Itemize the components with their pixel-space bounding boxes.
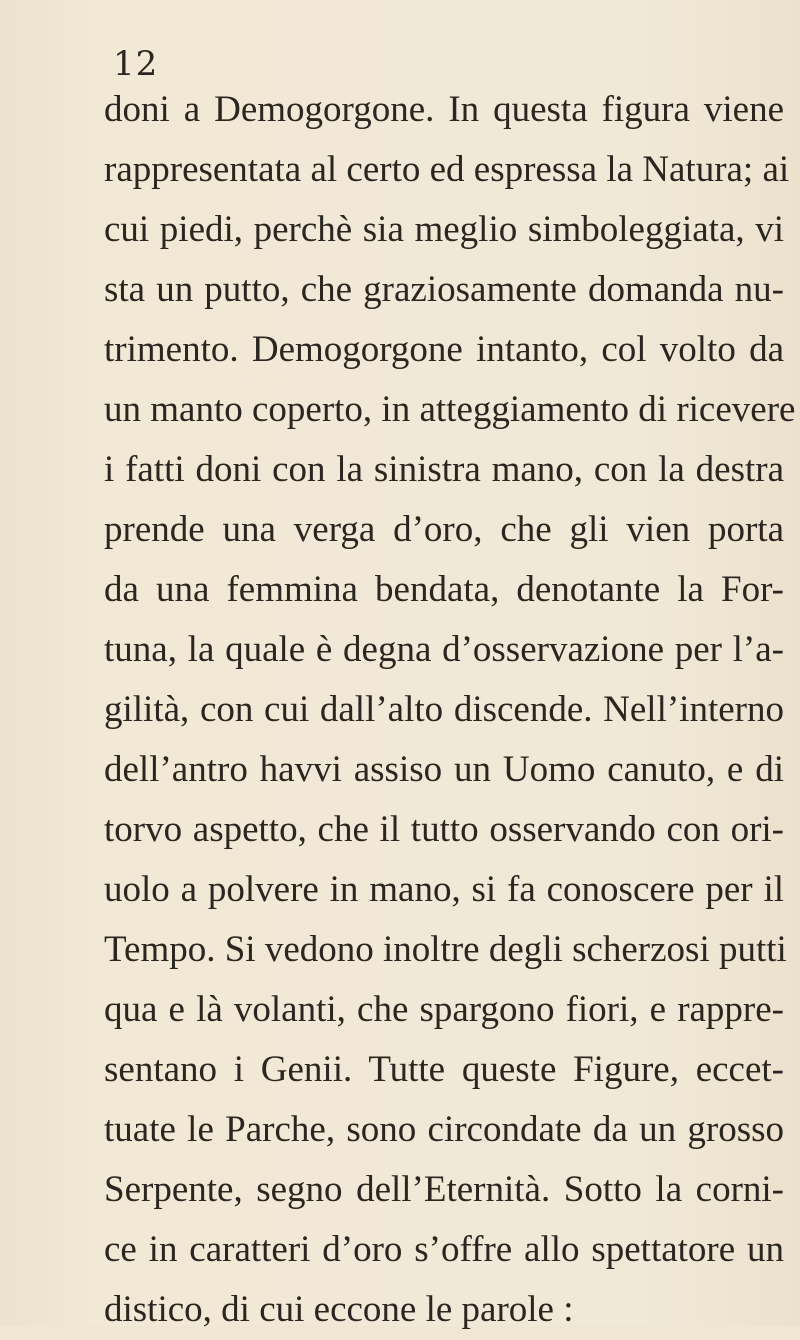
body-text — [104, 80, 796, 1340]
text-line: i fatti doni con la sinistra mano, con la destra — [104, 449, 784, 490]
text-line: sentano i Genii. Tutte queste Figure, eccet- — [104, 1049, 784, 1090]
text-line: dell’antro havvi assiso un Uomo canuto, e di — [104, 749, 784, 790]
text-line: Tempo. Si vedono inoltre degli scherzosi putti — [104, 929, 787, 970]
page-number: 12 — [113, 44, 159, 84]
text-line: tuate le Parche, sono circondate da un grosso — [104, 1109, 784, 1150]
text-line: sta un putto, che graziosamente domanda nu- — [104, 269, 784, 310]
text-line: torvo aspetto, che il tutto osservando con ori- — [104, 809, 784, 850]
text-line: trimento. Demogorgone intanto, col volto da — [104, 329, 784, 370]
text-line: qua e là volanti, che spargono fiori, e rappre- — [104, 989, 784, 1030]
text-line: un manto coperto, in atteggiamento di ricevere — [104, 389, 796, 430]
text-line: doni a Demogorgone. In questa figura viene — [104, 89, 784, 130]
text-line: uolo a polvere in mano, si fa conoscere per il — [104, 869, 784, 910]
text-line: cui piedi, perchè sia meglio simboleggiata, vi — [104, 209, 784, 250]
text-line: Serpente, segno dell’Eternità. Sotto la corni- — [104, 1169, 784, 1210]
text-line: ce in caratteri d’oro s’offre allo spettatore un — [104, 1229, 784, 1270]
text-line: distico, di cui eccone le parole : — [104, 1289, 574, 1330]
text-line: rappresentata al certo ed espressa la Natura; ai — [104, 149, 790, 190]
text-line: prende una verga d’oro, che gli vien porta — [104, 509, 784, 550]
text-line: da una femmina bendata, denotante la For- — [104, 569, 784, 610]
text-line: gilità, con cui dall’alto discende. Nell’interno — [104, 689, 784, 730]
text-line: tuna, la quale è degna d’osservazione per l’a- — [104, 629, 784, 670]
